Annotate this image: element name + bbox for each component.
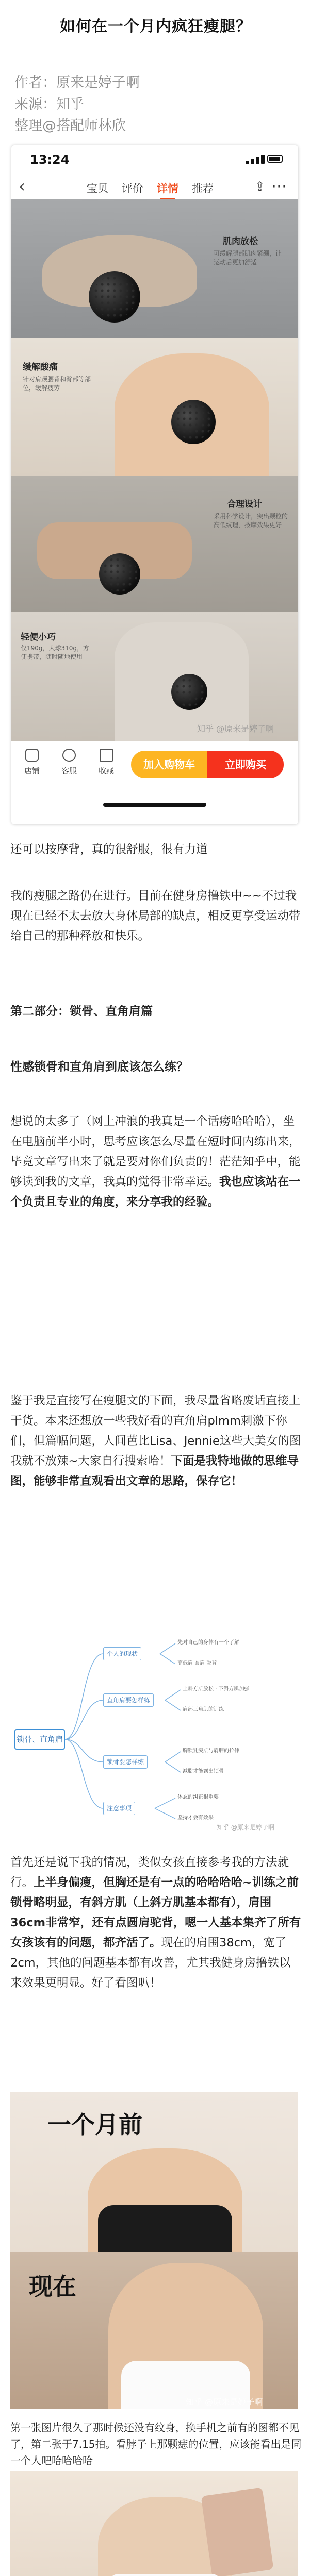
paragraph: 第一张图片很久了那时候还没有纹身，换手机之前有的图都不见了，第二张于7.15拍。看脖子上那颗痣的位置，应该能看出是同一个人吧哈哈哈哈 (10, 2421, 302, 2467)
paragraph: 还可以按摩背，真的很舒服，很有力道 (10, 843, 208, 856)
panel-desc: 仅190g，大球310g，方便携带，随时随地使用 (21, 645, 90, 660)
favorite-button[interactable]: 收藏 (92, 749, 121, 776)
tab-item[interactable]: 宝贝 (87, 182, 108, 195)
paragraph: 我的瘦腿之路仍在进行。目前在健身房撸铁中~~不过我现在已经不太去放大身体局部的缺点，相反更享受运动带给自己的那种释放和快乐。 (10, 889, 301, 943)
mind-map (10, 1623, 299, 1834)
massage-ball-image (171, 674, 207, 710)
article-title: 如何在一个月内疯狂瘦腿？ (60, 18, 252, 36)
photo-caption: 现在 (29, 2273, 76, 2300)
watermark: 知乎 @原来是婷子啊 (197, 724, 274, 734)
panel-tag: 肌肉放松 (223, 236, 258, 247)
buy-now-button[interactable]: 立即购买 (207, 751, 284, 778)
phone-screenshot (11, 145, 298, 824)
after-photo (10, 2252, 298, 2409)
mind-map-lines (10, 1623, 299, 1834)
status-time: 13:24 (30, 152, 70, 167)
more-icon[interactable]: ⋯ (271, 177, 287, 195)
panel-desc: 采用科学设计，突出颗粒的高低纹理，按摩效果更好 (214, 513, 288, 529)
product-panel-ache (11, 338, 298, 476)
selfie-photo (10, 2471, 298, 2576)
service-button[interactable]: 客服 (55, 749, 84, 776)
panel-tag: 合理设计 (227, 499, 262, 510)
watermark: 知乎 @原来是婷子啊 (217, 1824, 274, 1831)
mind-map-node: 注意事项 (103, 1802, 135, 1815)
tab-details[interactable]: 详情 (157, 180, 178, 200)
product-panel-portable (11, 612, 298, 741)
top-image (98, 2205, 232, 2252)
panel-desc: 针对肩颈腰背和臀部等部位，缓解疲劳 (23, 376, 91, 392)
photo-caption: 一个月前 (47, 2111, 142, 2139)
massage-ball-image (89, 271, 140, 323)
store-icon (25, 749, 39, 762)
mind-map-leaf: 胸锁乳突肌与肩胛的拉伸 (183, 1748, 239, 1754)
mind-map-leaf: 先对自己的身体有一个了解 (177, 1640, 239, 1646)
phone-image (201, 2487, 273, 2576)
tab-reviews[interactable]: 评价 (122, 182, 143, 195)
add-to-cart-button[interactable]: 加入购物车 (131, 751, 207, 778)
mind-map-leaf: 上斜方肌放松 · 下斜方肌加强 (183, 1686, 250, 1692)
star-icon (100, 749, 113, 762)
question-heading: 性感锁骨和直角肩到底该怎么练？ (10, 1060, 188, 1074)
product-tabs (87, 180, 214, 200)
editor-line: 整理@搭配师林欣 (14, 118, 126, 134)
paragraph: 首先还是说下我的情况，类似女孩直接参考我的方法就行。上半身偏瘦，但胸还是有一点的哈哈哈哈~训练之前锁骨略明显，有斜方肌（上斜方肌基本都有），肩围36cm非常窄，还有点圆肩驼背，嗯一人基本集齐了所有女孩该有的问题，都齐活了。现在的肩围38cm，宽了2cm，其他的问题基本都有改善，尤其我健身房撸铁以来效果更明显。好了看图叭！ (10, 1856, 301, 1990)
mind-map-leaf: 坚持才会有效果 (177, 1815, 214, 1821)
mind-map-node: 个人的现状 (103, 1647, 141, 1660)
mind-map-leaf: 减脂才能露出锁骨 (183, 1769, 224, 1774)
section-heading: 第二部分：锁骨、直角肩篇 (10, 1005, 153, 1018)
author-line: 作者：原来是婷子啊 (14, 75, 140, 91)
mind-map-leaf: 高低肩 圆肩 驼背 (177, 1660, 217, 1666)
product-action-bar (11, 741, 298, 788)
panel-tag: 缓解酸痛 (23, 362, 58, 372)
signal-battery-icon (246, 155, 283, 164)
before-photo (10, 2092, 298, 2252)
product-panel-design (11, 476, 298, 612)
paragraph: 想说的太多了（网上冲浪的我真是一个话痨哈哈哈），坐在电脑前半小时，思考应该怎么尽量在短时间内练出来，毕竟文章写出来了就是要对你们负责的！茫茫知乎中，能够读到我的文章，我真的觉得非常幸运。我也应该站在一个负责且专业的角度，来分享我的经验。 (10, 1115, 301, 1209)
mind-map-leaf: 肩部三角肌的训练 (183, 1707, 224, 1713)
back-icon[interactable]: ‹ (19, 176, 25, 196)
status-bar (11, 145, 298, 172)
massage-ball-image (171, 400, 216, 444)
massage-ball-image (99, 553, 140, 595)
mind-map-node: 锁骨要怎样练 (103, 1755, 148, 1769)
mind-map-root: 锁骨、直角肩 (14, 1729, 65, 1750)
top-image (108, 2574, 222, 2576)
watermark: 知乎 @原来是婷子啊 (186, 2397, 263, 2407)
panel-desc: 可缓解腿部肌肉紧绷，让运动后更加舒适 (214, 250, 282, 266)
store-button[interactable]: 店铺 (18, 749, 46, 776)
tab-recommend[interactable]: 推荐 (192, 182, 214, 195)
product-navbar (11, 173, 298, 199)
source-line: 来源：知乎 (14, 96, 84, 112)
product-panel-relax (11, 199, 298, 338)
paragraph: 鉴于我是直接写在瘦腿文的下面，我尽量省略废话直接上干货。本来还想放一些我好看的直角肩plmm刺激下你们，但篇幅问题，人间芭比Lisa、Jennie这些大美女的图我就不放辣~大家自行搜索哈！下面是我特地做的思维导图，能够非常直观看出文章的思路，保存它！ (10, 1394, 301, 1488)
mind-map-node: 直角肩要怎样练 (103, 1693, 154, 1707)
service-icon (62, 749, 76, 762)
mind-map-leaf: 体态的纠正很重要 (177, 1794, 219, 1800)
panel-tag: 轻便小巧 (21, 632, 56, 642)
share-icon[interactable]: ⇪ (254, 179, 265, 194)
home-indicator (103, 803, 206, 807)
